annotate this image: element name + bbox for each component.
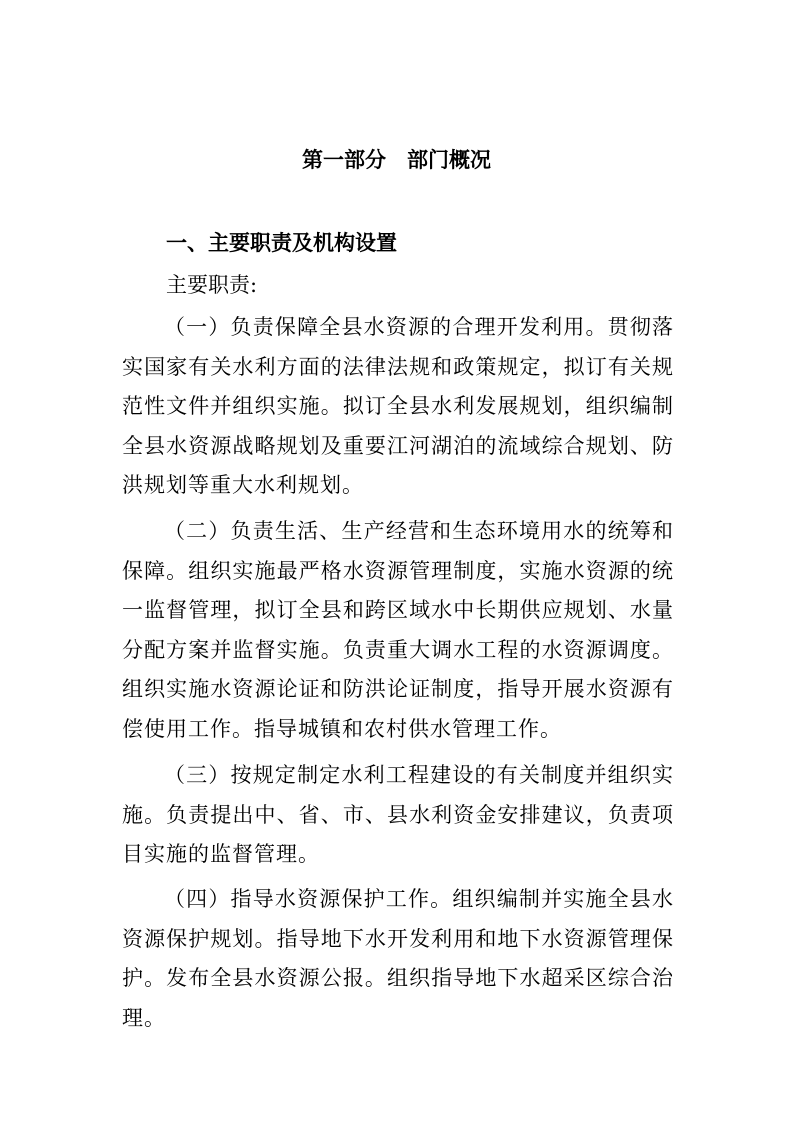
section-heading: 一、主要职责及机构设置 [166,231,397,255]
paragraph-1: （一）负责保障全县水资源的合理开发利用。贯彻落实国家有关水利方面的法律法规和政策规定，拟订有关规范性文件并组织实施。拟订全县水利发展规划，组织编制全县水资源战略规划及重要江河湖泊的流域综合规划、防洪规划等重大水利规划。 [122,315,674,498]
paragraph-4: （四）指导水资源保护工作。组织编制并实施全县水资源保护规划。指导地下水开发利用和地下水资源管理保护。发布全县水资源公报。组织指导地下水超采区综合治理。 [122,887,674,1030]
page-title: 第一部分 部门概况 [302,148,491,172]
paragraph-3: （三）按规定制定水利工程建设的有关制度并组织实施。负责提出中、省、市、县水利资金安排建议，负责项目实施的监督管理。 [122,763,674,867]
paragraph-2: （二）负责生活、生产经营和生态环境用水的统筹和保障。组织实施最严格水资源管理制度，实施水资源的统一监督管理，拟订全县和跨区域水中长期供应规划、水量分配方案并监督实施。负责重大调水工程的水资源调度。组织实施水资源论证和防洪论证制度，指导开展水资源有偿使用工作。指导城镇和农村供水管理工作。 [122,519,674,741]
responsibilities-label: 主要职责: [166,273,258,297]
